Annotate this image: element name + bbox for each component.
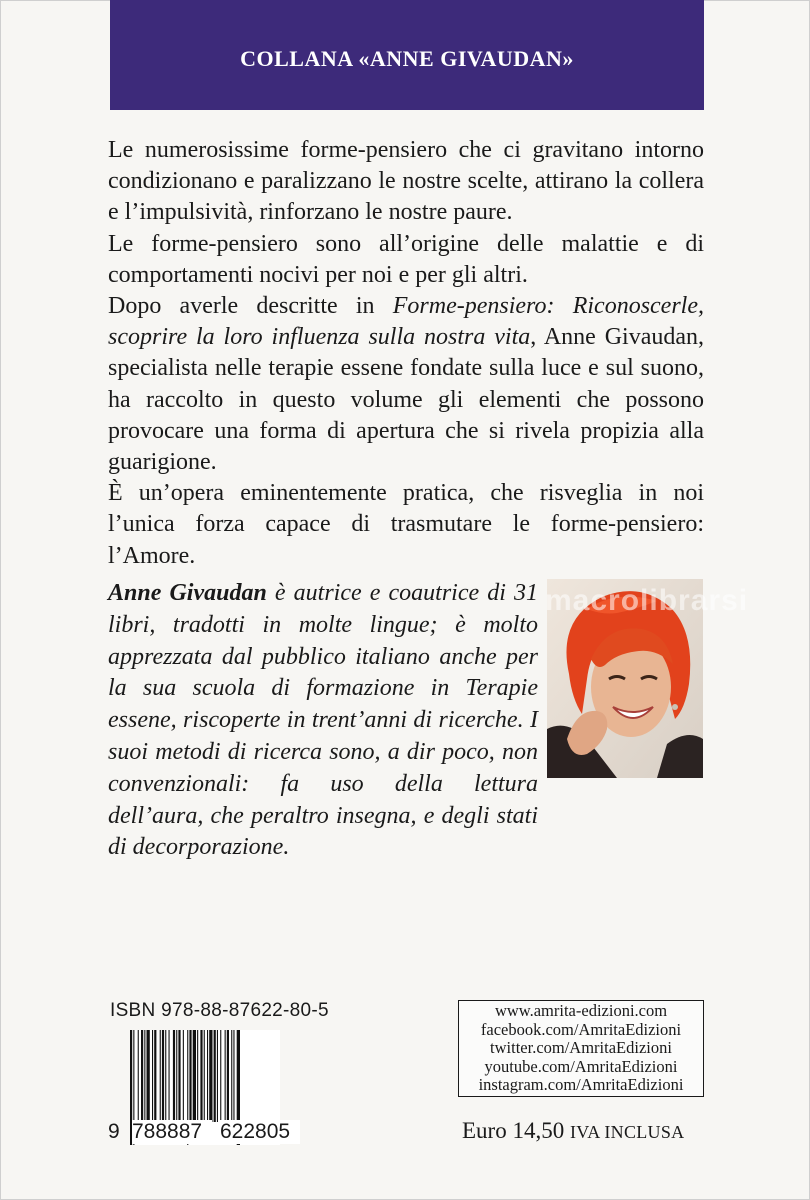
barcode-bar — [204, 1030, 205, 1122]
barcode-bar — [162, 1030, 164, 1122]
barcode-bar — [169, 1030, 170, 1122]
barcode-bar — [176, 1030, 177, 1122]
author-bio — [108, 578, 538, 864]
barcode-digits — [108, 1120, 300, 1144]
barcode-bar — [197, 1030, 198, 1122]
description-paragraph-3 — [108, 291, 704, 478]
collection-header — [110, 0, 704, 110]
barcode-bar — [144, 1030, 145, 1122]
barcode-digits-group-1: 788887 — [132, 1120, 212, 1144]
author-bio-text: è autrice e coautrice di 31 libri, tradotti in molte lingue; è molto apprezzata dal pubblico italiano anche per la sua scuola di formazione in Terapie essene, riscoperte in trent’anni di ricerche. I suoi metodi di ricerca sono, a dir poco, non convenzionali: fa uso della lettura dell’aura, che peraltro insegna, e degli stati di decorporazione. — [108, 580, 539, 861]
barcode-bar — [189, 1030, 191, 1122]
barcode-digits-group-2: 622805 — [220, 1120, 300, 1144]
barcode-bar — [233, 1030, 234, 1122]
barcode-bar — [220, 1030, 221, 1122]
author-name: Anne Givaudan — [108, 580, 267, 606]
barcode-bar — [147, 1030, 150, 1122]
paragraph-3-end: , Anne Givaudan, specialista nelle terapie essene fondate sulla luce e sul suono, ha raccolto in questo volume gli elementi che possono provocare una forma di apertura che si rivela propizia alla guarigione. — [108, 324, 704, 476]
barcode-bar — [183, 1030, 184, 1122]
barcode-bar — [152, 1030, 153, 1122]
barcode-bar — [225, 1030, 226, 1122]
barcode-bar — [193, 1030, 196, 1122]
barcode-bar — [207, 1030, 208, 1122]
barcode-bar — [173, 1030, 175, 1122]
link-facebook: facebook.com/AmritaEdizioni — [480, 1019, 682, 1039]
paragraph-3-start: Dopo averle descritte in — [108, 293, 393, 320]
referenced-book-title: Forme-pensiero: Riconoscerle, scoprire la loro influenza sulla nostra vita — [108, 293, 704, 351]
barcode-bar — [200, 1030, 202, 1122]
barcode-bar — [178, 1030, 180, 1122]
watermark: macrolibrarsi — [545, 584, 749, 617]
barcode-bar — [227, 1030, 229, 1122]
description-paragraph-4: È un’opera eminentemente pratica, che risveglia in noi l’unica forza capace di trasmutare le forme-pensiero: l’Amore. — [108, 480, 704, 569]
collection-title: COLLANA «ANNE GIVAUDAN» — [240, 46, 574, 71]
price-vat-note: IVA INCLUSA — [569, 1122, 685, 1142]
barcode-bar — [217, 1030, 218, 1122]
link-website: www.amrita-edizioni.com — [494, 1001, 668, 1021]
barcode-bar — [165, 1030, 166, 1122]
barcode-bar — [138, 1030, 139, 1122]
barcode-bar — [154, 1030, 156, 1122]
link-twitter: twitter.com/AmritaEdizioni — [490, 1038, 672, 1058]
barcode-bar — [214, 1030, 216, 1122]
isbn: ISBN 978-88-87622-80-5 — [110, 1000, 329, 1021]
barcode-bar — [209, 1030, 212, 1122]
link-youtube: youtube.com/AmritaEdizioni — [484, 1056, 678, 1076]
link-instagram: instagram.com/AmritaEdizioni — [478, 1075, 684, 1095]
book-description — [108, 135, 704, 572]
barcode-bar — [141, 1030, 143, 1122]
price-amount: Euro 14,50 — [462, 1118, 570, 1143]
barcode-digit-first: 9 — [108, 1120, 120, 1143]
description-paragraph-1: Le numerosissime forme-pensiero che ci gravitano intorno condizionano e paralizzano le nostre scelte, attirano la collera e l’impulsività, rinforzano le nostre paure. — [108, 137, 704, 226]
barcode-bar — [160, 1030, 161, 1122]
description-paragraph-2: Le forme-pensiero sono all’origine delle malattie e di comportamenti nocivi per noi e per gli altri. — [108, 230, 704, 288]
publisher-links — [458, 1000, 704, 1097]
barcode-bar — [231, 1030, 232, 1122]
price — [462, 1118, 684, 1144]
